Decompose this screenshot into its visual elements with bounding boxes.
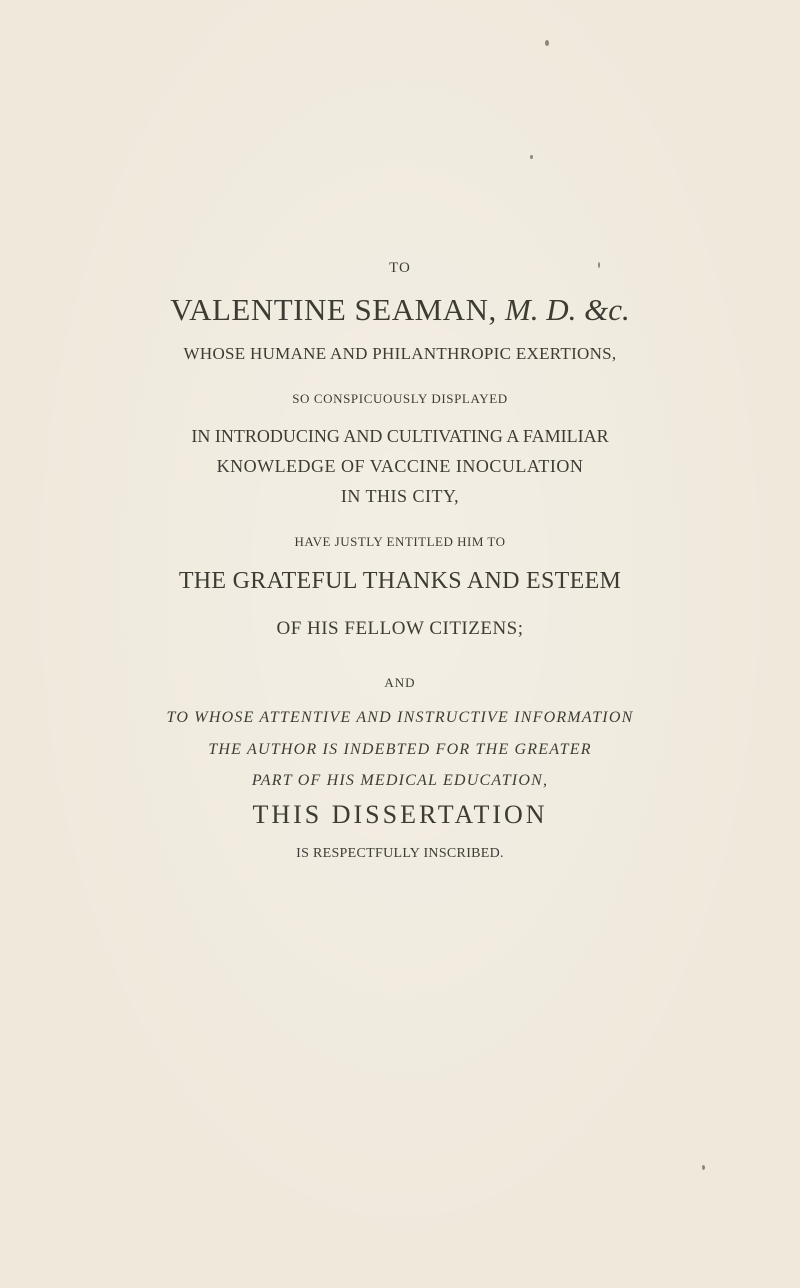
dedication-line-3: IN INTRODUCING AND CULTIVATING A FAMILIAR — [191, 426, 609, 446]
dedication-line-8: OF HIS FELLOW CITIZENS; — [276, 618, 524, 639]
dedication-line-5: IN THIS CITY, — [340, 486, 460, 506]
dedication-line-10: TO WHOSE ATTENTIVE AND INSTRUCTIVE INFORMATION — [166, 709, 634, 726]
dedication-line-14: IS RESPECTFULLY INSCRIBED. — [296, 846, 504, 861]
ink-speck — [702, 1165, 705, 1170]
dedication-line-6: HAVE JUSTLY ENTITLED HIM TO — [294, 534, 506, 549]
ink-speck — [545, 40, 549, 46]
dedicatee-name-suffix: M. D. &c. — [504, 292, 630, 327]
dedicatee-name — [0, 292, 800, 328]
dedication-line-11: THE AUTHOR IS INDEBTED FOR THE GREATER — [208, 741, 592, 758]
dedication-line-13: THIS DISSERTATION — [252, 800, 548, 829]
dedication-line-12: PART OF HIS MEDICAL EDUCATION, — [251, 772, 549, 789]
dedicatee-name-main: VALENTINE SEAMAN, — [170, 292, 497, 327]
dedication-line-7: THE GRATEFUL THANKS AND ESTEEM — [178, 568, 622, 594]
dedication-line-4: KNOWLEDGE OF VACCINE INOCULATION — [216, 456, 584, 476]
dedication-line-9: AND — [384, 675, 416, 690]
dedication-to: TO — [389, 260, 411, 276]
dedication-line-1: WHOSE HUMANE AND PHILANTHROPIC EXERTIONS, — [183, 344, 617, 363]
ink-speck — [530, 155, 533, 159]
dedication-line-2: SO CONSPICUOUSLY DISPLAYED — [292, 391, 508, 406]
